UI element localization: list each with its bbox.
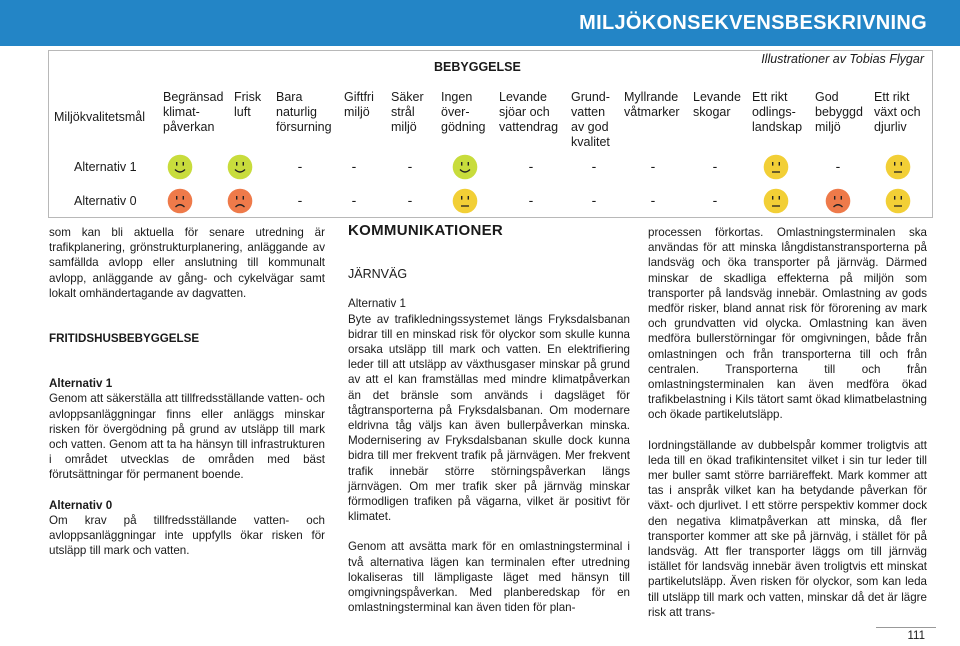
paragraph: Byte av trafikledningssystemet längs Fryksdalsbanan bidrar till en minskad risk för olyckor som skulle kunna orsaka utsläpp till mark och vatten. En elektrifiering leder till att utsläpp av växthusgaser minskar på grund av att el kan framställas med mindre klimatpåverkan än det bränsle som används i dagsläget för tågtransporterna på Fryksdalsbanan. Om modernare eldrivna tåg väljs kan även bullerpåverkan minska. Modernisering av Fryksdalsbanan skulle dock kunna bidra till mer frekvent trafik på järnvägen. Mer frekvent trafik innebär större störningspåverkan längs järnvägen. Om mer trafik sker på järnväg minskar förmodligen trafiken på vägarna, vilket är positivt för klimatet. <box>348 312 630 524</box>
row-label: Alternativ 0 <box>74 194 137 208</box>
column-middle <box>348 223 630 615</box>
paragraph: Om krav på tillfredsställande vatten- och avloppsanläggningar inte uppfylls ökar risken för utsläpp till mark och vatten. <box>49 513 325 558</box>
column-header-line: Giftfri <box>344 90 374 104</box>
column-header-line: Frisk <box>234 90 262 104</box>
no-impact-dash: - <box>407 158 413 174</box>
no-impact-dash: - <box>712 192 718 208</box>
subheading: Alternativ 0 <box>49 498 113 512</box>
no-impact-dash: - <box>835 158 841 174</box>
column-header-line: klimat- <box>163 105 200 119</box>
subheading: JÄRNVÄG <box>348 267 408 282</box>
column-header-line: djurliv <box>874 120 907 134</box>
no-impact-dash: - <box>351 158 357 174</box>
no-impact-dash: - <box>591 192 597 208</box>
sad-face-icon <box>167 188 193 214</box>
no-impact-dash: - <box>351 192 357 208</box>
column-header <box>441 90 486 135</box>
column-header-line: våtmarker <box>624 105 680 119</box>
column-header-line: Levande <box>693 90 741 104</box>
no-impact-dash: - <box>297 158 303 174</box>
column-header-line: odlings- <box>752 105 796 119</box>
paragraph: Iordningställande av dubbelspår kommer troligtvis att leda till en ökad trafikintensitet vilket i sin tur leder till mer buller samt större barriäreffekt. Mark kommer att tas i anspråk vilket kan ha betydande påverkan för växt- och djurlivet. I ett större perspektiv kommer dock den negativa klimatpåverkan att minska, då fler transporter kommer att ske på järnväg, i stället för på landsväg. Att fler transporter läggs om till järnväg istället för landsväg innebär även troligtvis ett minskat partikelutsläpp. Även risken för olyckor, som kan leda till utsläpp till mark och vatten, minskar då det är lägre risk att trans- <box>648 438 927 619</box>
column-header-line: Begränsad <box>163 90 224 104</box>
subheading: Alternativ 1 <box>348 297 406 311</box>
column-header-line: Grund- <box>571 90 610 104</box>
paragraph: Genom att avsätta mark för en omlastningsterminal i två alternativa lägen kan terminalen efter utredning lokaliseras till lämpligaste läget med hänsyn till omgivningspåverkan. Med planberedskap för en omlastningsterminal kan även tiden för plan- <box>348 540 630 615</box>
column-header-line: av god <box>571 120 609 134</box>
column-left <box>49 225 325 558</box>
column-header-line: vatten <box>571 105 606 119</box>
column-header-line: God <box>815 90 839 104</box>
column-header-line: påverkan <box>163 120 215 134</box>
no-impact-dash: - <box>528 158 534 174</box>
paragraph: som kan bli aktuella för senare utredning är trafikplanering, grönstrukturplanering, anläggande av samfällda avlopp eller anslutning till kommunalt avlopp, anläggande av gång- och cykelvägar samt lokalt omhändertagande av dagvatten. <box>49 226 325 300</box>
neutral-face-icon <box>452 188 478 214</box>
row-header: Miljökvalitetsmål <box>54 110 145 124</box>
neutral-face-icon <box>763 154 789 180</box>
neutral-face-icon <box>763 188 789 214</box>
column-header-line: strål <box>391 105 415 119</box>
column-header-line: Ett rikt <box>874 90 910 104</box>
column-header-line: över- <box>441 105 470 119</box>
column-header <box>571 90 610 150</box>
column-header-line: luft <box>234 105 251 119</box>
no-impact-dash: - <box>650 192 656 208</box>
column-header-line: Levande <box>499 90 547 104</box>
column-header-line: försurning <box>276 120 332 134</box>
happy-face-icon <box>452 154 478 180</box>
column-header-line: växt och <box>874 105 921 119</box>
happy-face-icon <box>167 154 193 180</box>
no-impact-dash: - <box>528 192 534 208</box>
row-label: Alternativ 1 <box>74 160 137 174</box>
table-section-title: BEBYGGELSE <box>434 60 521 74</box>
section-heading: FRITIDSHUSBEBYGGELSE <box>49 332 200 346</box>
section-heading: KOMMUNIKATIONER <box>348 222 504 239</box>
page-number: 111 <box>907 630 925 642</box>
column-header <box>693 90 741 120</box>
column-header <box>624 90 680 120</box>
column-header-line: skogar <box>693 105 731 119</box>
column-header-line: Bara <box>276 90 303 104</box>
no-impact-dash: - <box>712 158 718 174</box>
column-header <box>499 90 558 135</box>
neutral-face-icon <box>885 154 911 180</box>
column-header <box>874 90 921 135</box>
column-header-line: miljö <box>391 120 417 134</box>
column-header-line: miljö <box>815 120 841 134</box>
paragraph: processen förkortas. Omlastningsterminalen ska användas för att minska långdistanstransporterna på landsväg och öka transporter på järnväg. Därmed minskar de skadliga effekterna på miljön som transporter på landsväg innebär. Omlastning av gods medför risker, bland annat risk för förorening av mark och grundvatten vid olycka. Omlastning kan även medföra bullerstörningar för omgivningen, både från omlastningen och från transporterna till och från centralen. Transporterna till och från omlastningsterminalen kan även medföra ökad trafikbelastning i Kils tätort samt ökad klimatbelastning och ökade partikelutsläpp. <box>648 226 927 422</box>
page-title: MILJÖKONSEKVENSBESKRIVNING <box>579 12 927 34</box>
column-header <box>163 90 223 135</box>
column-header-line: Myllrande <box>624 90 679 104</box>
paragraph: Genom att säkerställa att tillfredsställande vatten- och avloppsanläggningar finns eller anläggs minskar risken för övergödning på grund av utsläpp till mark och vatten. Genom att ta ha hänsyn till infrastrukturen i området utvecklas de områden med bäst förutsättningar för permanent boende. <box>49 392 325 482</box>
column-header <box>391 90 424 135</box>
sad-face-icon <box>825 188 851 214</box>
column-header <box>344 90 374 120</box>
column-header-line: gödning <box>441 120 486 134</box>
column-header-line: miljö <box>344 105 370 119</box>
neutral-face-icon <box>885 188 911 214</box>
column-header <box>234 90 261 120</box>
column-header-line: landskap <box>752 120 803 134</box>
no-impact-dash: - <box>407 192 413 208</box>
no-impact-dash: - <box>591 158 597 174</box>
subheading: Alternativ 1 <box>49 377 113 391</box>
column-header-line: Ingen <box>441 90 473 104</box>
column-header <box>815 90 863 135</box>
page-number-rule <box>876 627 936 628</box>
sad-face-icon <box>227 188 253 214</box>
column-header-line: Ett rikt <box>752 90 788 104</box>
column-header <box>276 90 332 135</box>
column-header-line: vattendrag <box>499 120 559 134</box>
column-header-line: naturlig <box>276 105 317 119</box>
column-header-line: sjöar och <box>499 105 550 119</box>
column-header-line: Säker <box>391 90 424 104</box>
column-header-line: kvalitet <box>571 135 610 149</box>
column-header <box>752 90 802 135</box>
title-bar <box>0 0 960 46</box>
illustrator-credit: Illustrationer av Tobias Flygar <box>761 52 924 66</box>
no-impact-dash: - <box>650 158 656 174</box>
column-right <box>648 225 927 620</box>
column-header-line: bebyggd <box>815 105 863 119</box>
happy-face-icon <box>227 154 253 180</box>
no-impact-dash: - <box>297 192 303 208</box>
